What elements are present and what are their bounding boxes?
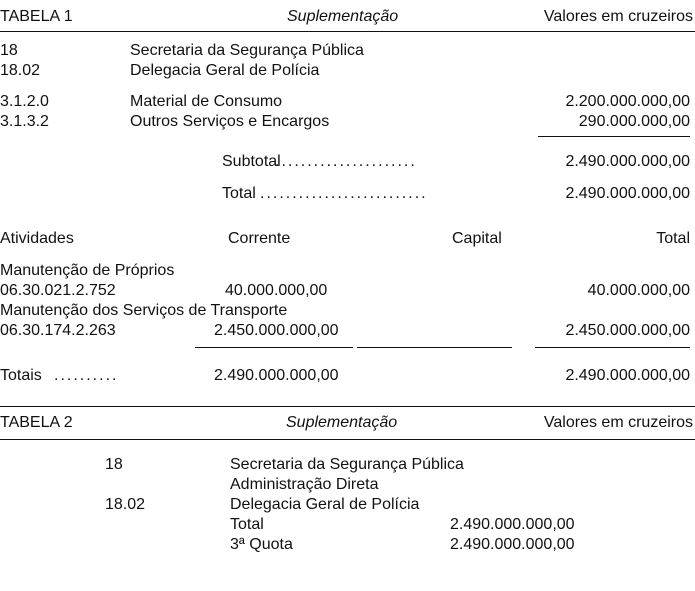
t2-org-sub: Administração Direta xyxy=(230,476,379,493)
corrente-rule xyxy=(195,347,353,348)
activity-code: 06.30.174.2.263 xyxy=(0,322,116,339)
activity-total: 2.450.000.000,00 xyxy=(565,322,690,339)
total-leader-dots: .......................... xyxy=(260,185,428,202)
item-desc: Material de Consumo xyxy=(130,93,283,110)
tabela2-header-rule xyxy=(0,439,695,440)
activity-code: 06.30.021.2.752 xyxy=(0,282,116,299)
t2-org-code: 18 xyxy=(105,456,123,473)
t2-quota-value: 2.490.000.000,00 xyxy=(450,536,575,553)
t2-unit-name: Delegacia Geral de Polícia xyxy=(230,496,420,513)
item-value: 2.200.000.000,00 xyxy=(565,93,690,110)
t2-unit-code: 18.02 xyxy=(105,496,146,513)
t2-total-label: Total xyxy=(230,516,264,533)
col-capital: Capital xyxy=(452,230,502,247)
total-rule xyxy=(535,347,690,348)
capital-rule xyxy=(357,347,512,348)
col-corrente: Corrente xyxy=(228,230,291,247)
activity-corrente: 2.450.000.000,00 xyxy=(214,322,339,339)
item-code: 3.1.2.0 xyxy=(0,93,49,110)
activity-corrente: 40.000.000,00 xyxy=(225,282,328,299)
tabela2-top-rule xyxy=(0,406,695,407)
totais-total: 2.490.000.000,00 xyxy=(565,367,690,384)
tabela1-header-rule xyxy=(0,31,695,32)
activity-total: 40.000.000,00 xyxy=(587,282,690,299)
t2-total-value: 2.490.000.000,00 xyxy=(450,516,575,533)
col-atividades: Atividades xyxy=(0,230,74,247)
tabela1-title: TABELA 1 xyxy=(0,8,73,25)
subtotal-value: 2.490.000.000,00 xyxy=(565,153,690,170)
subtotal-leader-dots: ...................... xyxy=(275,153,417,170)
totais-leader-dots: .......... xyxy=(54,367,119,384)
unit-code: 18.02 xyxy=(0,62,41,79)
activity-name: Manutenção de Próprios xyxy=(0,262,175,279)
subtotal-label: Subtotal xyxy=(222,153,281,170)
totais-corrente: 2.490.000.000,00 xyxy=(214,367,339,384)
t2-org-name: Secretaria da Segurança Pública xyxy=(230,456,464,473)
tabela1-subtitle: Suplementação xyxy=(287,8,399,25)
org-code: 18 xyxy=(0,42,18,59)
total-label: Total xyxy=(222,185,256,202)
totais-label: Totais xyxy=(0,367,42,384)
activity-name: Manutenção dos Serviços de Transporte xyxy=(0,302,288,319)
tabela1-unit: Valores em cruzeiros xyxy=(543,8,693,25)
item-desc: Outros Serviços e Encargos xyxy=(130,113,330,130)
total-value: 2.490.000.000,00 xyxy=(565,185,690,202)
subtotal-rule xyxy=(538,136,690,137)
t2-quota-label: 3ª Quota xyxy=(230,536,293,553)
unit-name: Delegacia Geral de Polícia xyxy=(130,62,320,79)
tabela2-subtitle: Suplementação xyxy=(286,414,398,431)
item-code: 3.1.3.2 xyxy=(0,113,49,130)
item-value: 290.000.000,00 xyxy=(578,113,690,130)
org-name: Secretaria da Segurança Pública xyxy=(130,42,364,59)
tabela2-unit: Valores em cruzeiros xyxy=(543,414,693,431)
col-total: Total xyxy=(656,230,690,247)
tabela2-title: TABELA 2 xyxy=(0,414,73,431)
